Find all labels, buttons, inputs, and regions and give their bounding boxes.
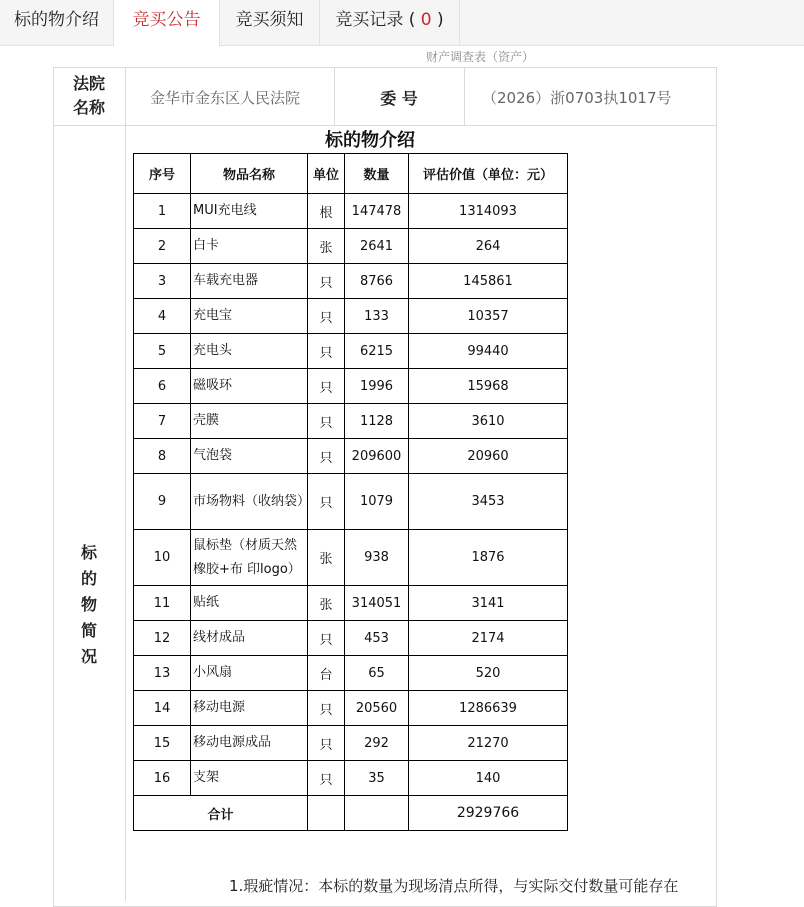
row-number: 8 [134,439,191,474]
column-header: 评估价值（单位：元） [409,154,568,194]
section-label: 标 的 物 简 况 [80,543,97,666]
tab-label: 竞买须知 [235,10,304,30]
item-name: 充电宝 [191,299,308,334]
item-quantity: 2641 [345,229,409,264]
item-unit: 只 [308,299,345,334]
table-row [134,621,568,656]
row-number: 10 [134,530,191,586]
row-number: 7 [134,404,191,439]
item-value: 3141 [409,586,568,621]
item-name: MUI充电线 [191,194,308,229]
table-row [134,194,568,229]
row-number: 6 [134,369,191,404]
tab-item-intro[interactable] [0,0,114,45]
row-number: 16 [134,761,191,796]
item-name: 白卡 [191,229,308,264]
item-quantity: 209600 [345,439,409,474]
column-header: 数量 [345,154,409,194]
item-value: 1876 [409,530,568,586]
item-unit: 只 [308,474,345,530]
item-quantity: 453 [345,621,409,656]
tab-notice[interactable] [220,0,320,45]
row-number: 1 [134,194,191,229]
row-number: 3 [134,264,191,299]
item-unit: 只 [308,761,345,796]
tab-label: 竞买记录 [335,10,404,30]
item-name: 移动电源 [191,691,308,726]
tab-bar [0,0,804,46]
table-row [134,229,568,264]
item-quantity: 147478 [345,194,409,229]
item-quantity: 20560 [345,691,409,726]
bid-count-close: ) [431,10,444,30]
bid-count-open: ( [403,10,421,30]
item-unit: 只 [308,404,345,439]
row-number: 2 [134,229,191,264]
court-label: 法院 名称 [72,74,105,117]
court-value: 金华市金东区人民法院 [150,89,301,107]
item-unit: 只 [308,439,345,474]
table-row [134,439,568,474]
table-row [134,474,568,530]
tab-bid-record[interactable] [320,0,460,45]
item-quantity: 1996 [345,369,409,404]
total-row [134,796,568,831]
item-unit: 只 [308,369,345,404]
row-number: 12 [134,621,191,656]
item-unit: 只 [308,726,345,761]
case-value: （2026）浙0703执1017号 [482,89,672,107]
item-value: 10357 [409,299,568,334]
item-value: 3453 [409,474,568,530]
item-quantity: 292 [345,726,409,761]
total-value: 2929766 [409,796,568,831]
item-quantity: 35 [345,761,409,796]
item-unit: 只 [308,264,345,299]
item-quantity: 1079 [345,474,409,530]
table-row [134,299,568,334]
row-number: 15 [134,726,191,761]
item-quantity: 314051 [345,586,409,621]
item-name: 小风扇 [191,656,308,691]
item-quantity: 133 [345,299,409,334]
tab-announcement[interactable] [114,0,220,46]
row-number: 4 [134,299,191,334]
item-name: 车载充电器 [191,264,308,299]
item-quantity: 1128 [345,404,409,439]
tab-label: 标的物介绍 [14,10,99,30]
item-value: 21270 [409,726,568,761]
item-quantity: 65 [345,656,409,691]
defect-notes: 1.瑕疵情况：本标的数量为现场清点所得，与实际交付数量可能存在 [229,877,679,895]
row-number: 13 [134,656,191,691]
table-row [134,761,568,796]
table-header-row [134,154,568,194]
item-name: 贴纸 [191,586,308,621]
item-value: 20960 [409,439,568,474]
bid-count: 0 [420,10,432,30]
row-number: 14 [134,691,191,726]
item-value: 99440 [409,334,568,369]
item-name: 气泡袋 [191,439,308,474]
item-quantity: 6215 [345,334,409,369]
tab-label: 竞买公告 [132,10,201,30]
item-quantity: 8766 [345,264,409,299]
column-header: 序号 [134,154,191,194]
table-row [134,530,568,586]
item-value: 15968 [409,369,568,404]
divider [464,67,465,125]
item-value: 3610 [409,404,568,439]
item-value: 1314093 [409,194,568,229]
column-header: 物品名称 [191,154,308,194]
item-unit: 张 [308,586,345,621]
table-row [134,334,568,369]
item-value: 264 [409,229,568,264]
item-name: 支架 [191,761,308,796]
item-value: 145861 [409,264,568,299]
inner-title: 标的物介绍 [325,130,415,151]
table-cell [345,796,409,831]
table-row [134,586,568,621]
item-name: 移动电源成品 [191,726,308,761]
item-name: 线材成品 [191,621,308,656]
table-caption: 财产调查表（资产） [425,50,534,64]
item-unit: 根 [308,194,345,229]
item-unit: 只 [308,334,345,369]
item-value: 1286639 [409,691,568,726]
row-number: 5 [134,334,191,369]
item-name: 鼠标垫（材质天然橡胶+布 印logo） [191,530,308,586]
case-label: 委 号 [380,89,418,108]
item-name: 充电头 [191,334,308,369]
divider [125,67,126,901]
item-value: 140 [409,761,568,796]
table-row [134,656,568,691]
items-table [133,153,568,831]
item-name: 壳膜 [191,404,308,439]
table-cell [308,796,345,831]
item-name: 市场物料（收纳袋） [191,474,308,530]
item-unit: 张 [308,229,345,264]
total-label: 合计 [134,796,308,831]
item-unit: 张 [308,530,345,586]
item-quantity: 938 [345,530,409,586]
item-unit: 只 [308,621,345,656]
item-value: 2174 [409,621,568,656]
column-header: 单位 [308,154,345,194]
table-row [134,726,568,761]
item-value: 520 [409,656,568,691]
table-row [134,369,568,404]
table-row [134,404,568,439]
row-number: 11 [134,586,191,621]
item-name: 磁吸环 [191,369,308,404]
row-number: 9 [134,474,191,530]
item-unit: 只 [308,691,345,726]
table-row [134,691,568,726]
table-row [134,264,568,299]
item-unit: 台 [308,656,345,691]
